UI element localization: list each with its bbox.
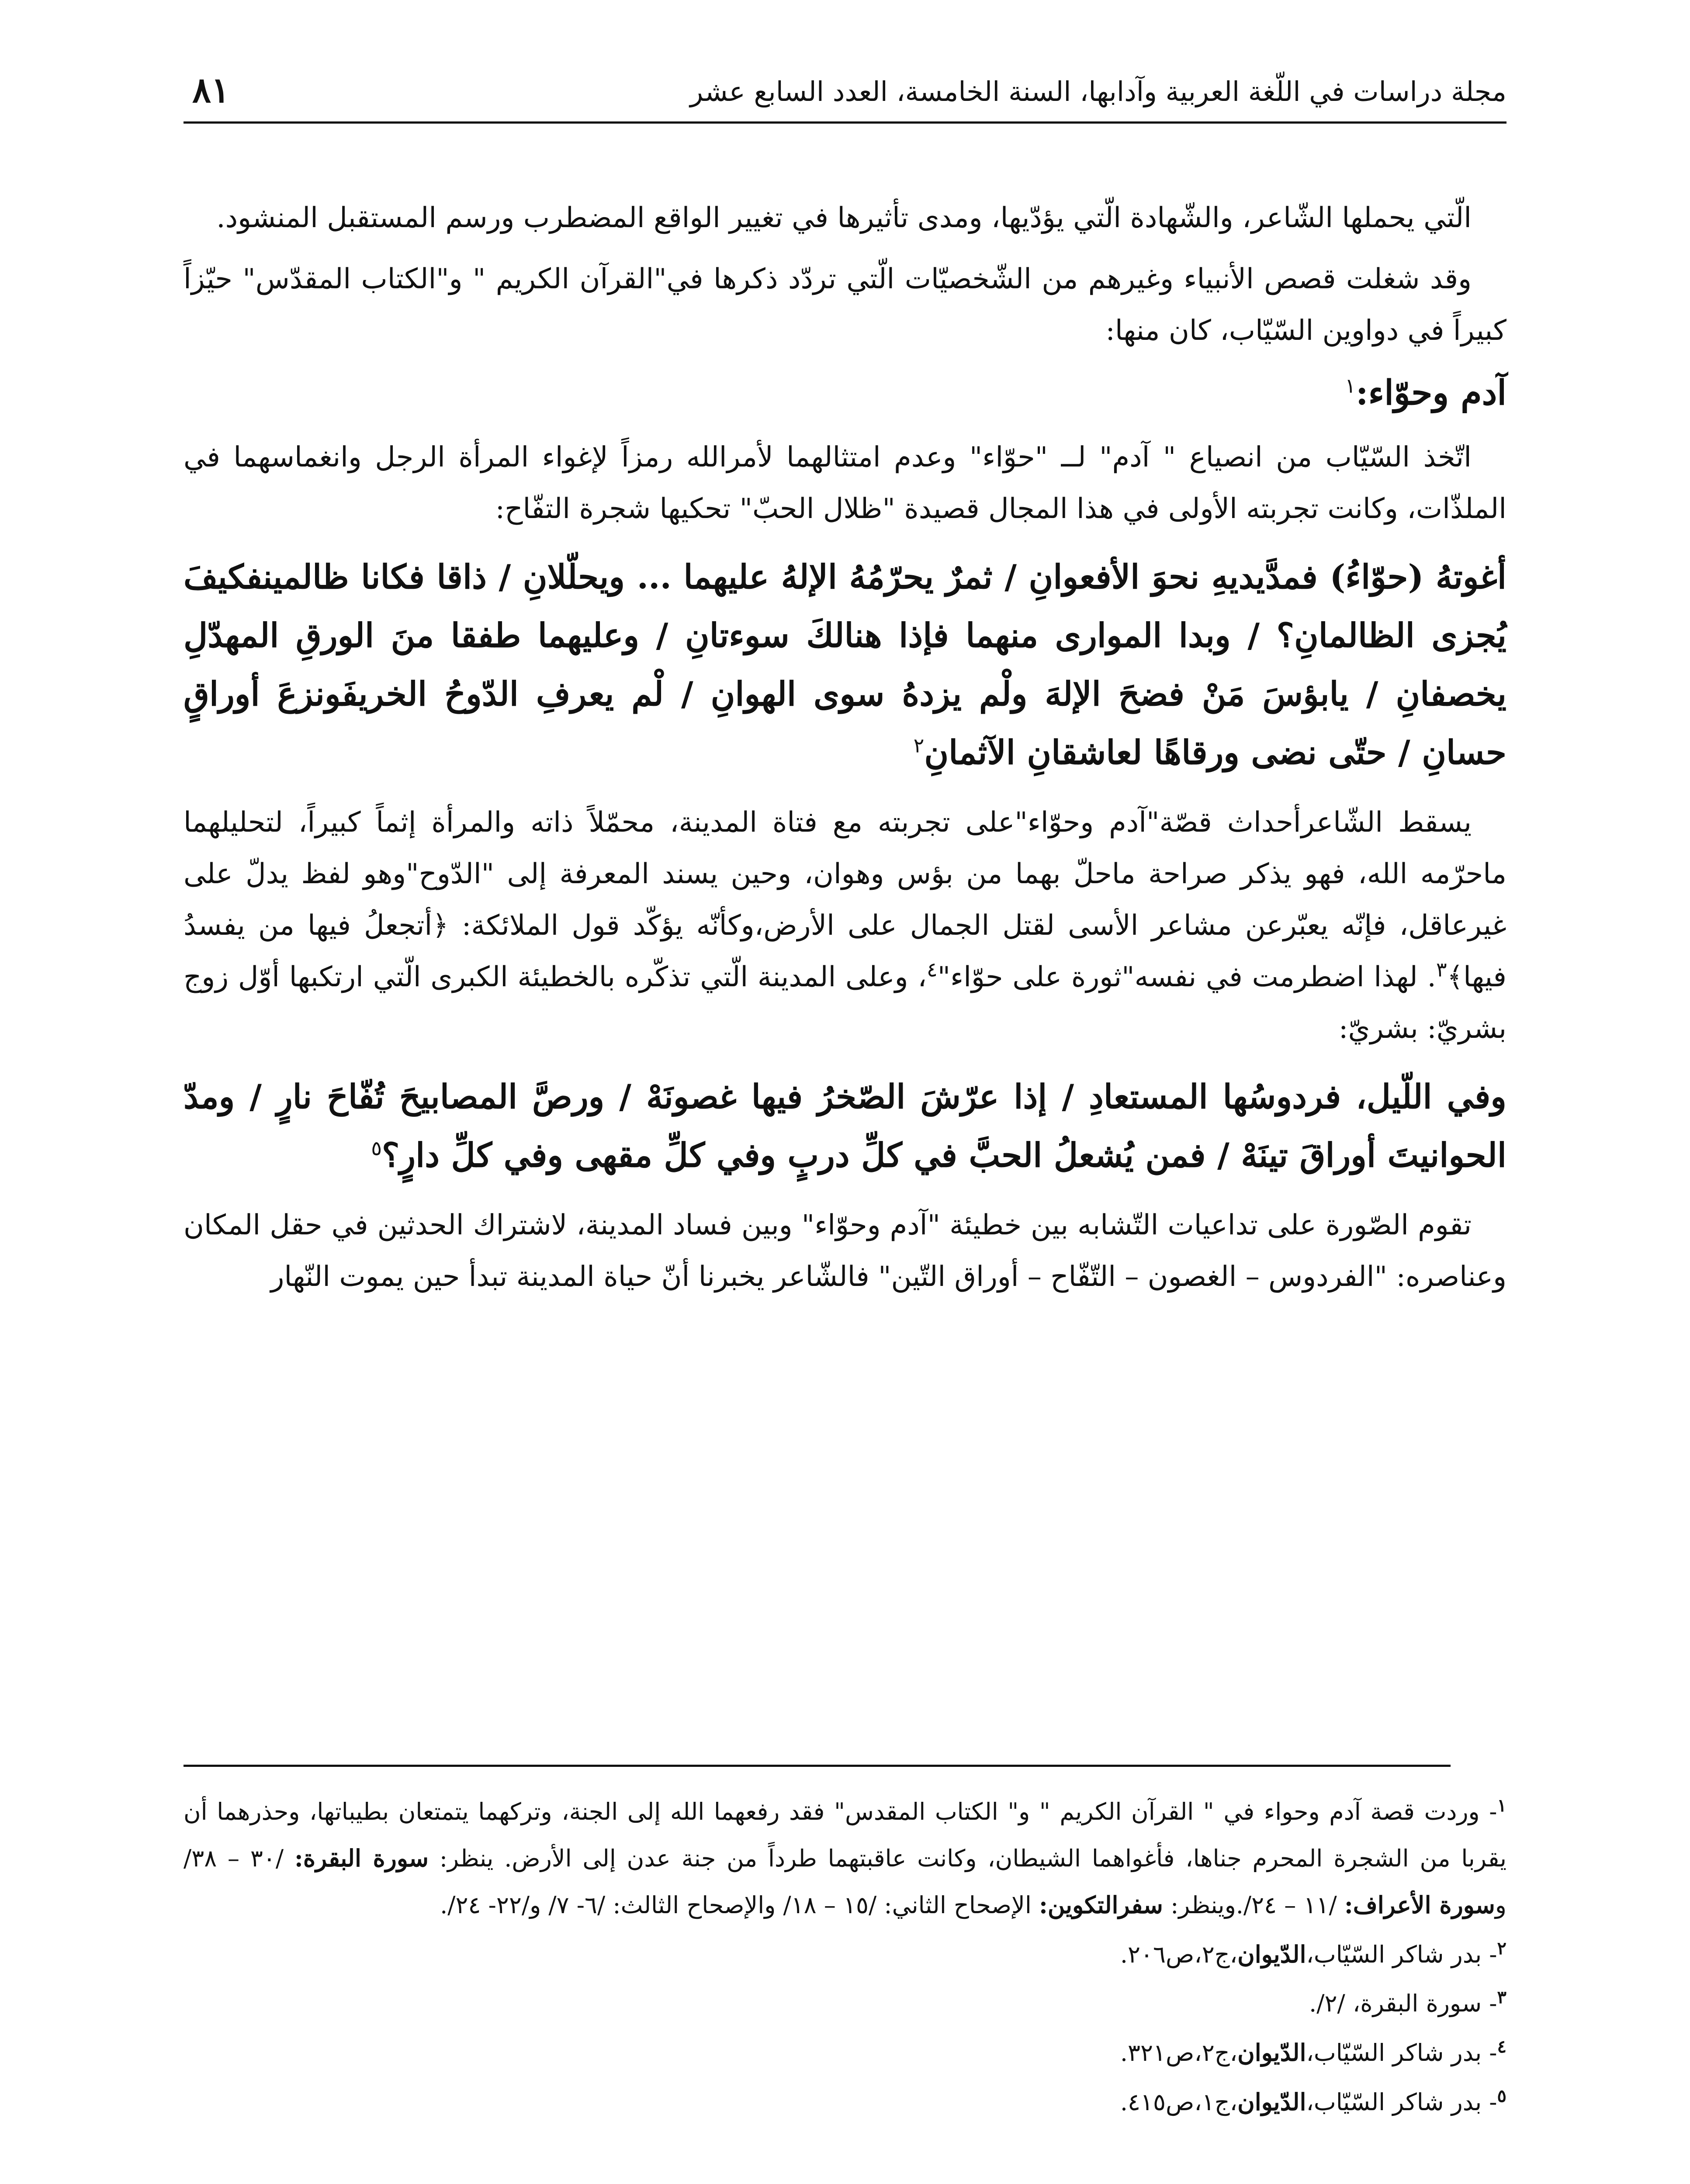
footnote-1-source-baqara: سورة البقرة: xyxy=(294,1844,429,1872)
footnote-5-number: ٥ xyxy=(1497,2086,1506,2106)
footnote-ref-1[interactable]: ١ xyxy=(1345,374,1356,397)
footnote-1-text-d: الإصحاح الثاني: /١٥ – ١٨/ والإصحاح الثالث: /٦- ٧/ و/٢٢- ٢٤/. xyxy=(440,1891,1032,1919)
footnote-2-locator: ،ج٢،ص٢٠٦. xyxy=(1120,1941,1238,1968)
section-heading xyxy=(184,366,1506,420)
body-paragraph-4-part-b: . لهذا اضطرمت في نفسه"ثورة على حوّاء" xyxy=(937,961,1436,993)
footnote-2-author: - بدر شاكر السّيّاب، xyxy=(1306,1941,1497,1968)
page-number: ٨١ xyxy=(192,69,230,111)
footnote-4-number: ٤ xyxy=(1497,2036,1506,2057)
footnote-4-book: الدّيوان xyxy=(1237,2039,1306,2067)
article-body xyxy=(184,192,1506,1312)
body-paragraph-4 xyxy=(184,797,1506,1054)
footnote-divider xyxy=(184,1765,1451,1767)
footnote-4-locator: ،ج٢،ص٣٢١. xyxy=(1120,2039,1238,2067)
body-paragraph-5: تقوم الصّورة على تداعيات التّشابه بين خطيئة "آدم وحوّاء" وبين فساد المدينة، لاشتراك الحدثين في حقل المكان وعناصره: "الفردوس – الغصون – التّفّاح – أوراق التّين" فالشّاعر يخبرنا أنّ حياة المدينة تبدأ حين يموت النّهار xyxy=(184,1209,1506,1293)
footnote-1-source-araf: سورة الأعراف: xyxy=(1344,1891,1495,1919)
section-heading-text: آدم وحوّاء: xyxy=(1355,373,1506,413)
footnote-ref-3[interactable]: ٣ xyxy=(1436,957,1447,981)
footnote-ref-4[interactable]: ٤ xyxy=(926,957,938,981)
footnote-1-text-c: /١١ – ٢٤/.وينظر: xyxy=(1171,1891,1337,1919)
body-paragraph-3: اتّخذ السّيّاب من انصياع " آدم" لــ "حوّاء" وعدم امتثالهما لأمرالله رمزاً لإغواء المرأة الرجل وانغماسهما في الملذّات، وكانت تجربته الأولى في هذا المجال قصيدة "ظلال الحبّ" تحكيها شجرة التفّاح: xyxy=(184,441,1506,525)
footnote-2-book: الدّيوان xyxy=(1237,1940,1306,1968)
footnote-1 xyxy=(184,1789,1506,1928)
footnote-4 xyxy=(184,2029,1506,2076)
footnote-5 xyxy=(184,2079,1506,2125)
footnote-ref-2[interactable]: ٢ xyxy=(913,733,925,757)
footnote-2-number: ٢ xyxy=(1497,1938,1506,1959)
footnote-4-author: - بدر شاكر السّيّاب، xyxy=(1306,2039,1497,2067)
footnote-5-locator: ،ج١،ص٤١٥. xyxy=(1120,2088,1238,2116)
journal-title: مجلة دراسات في اللّغة العربية وآدابها، السنة الخامسة، العدد السابع عشر xyxy=(690,76,1506,107)
poem-quote-1 xyxy=(184,548,1506,782)
footnote-3-number: ٣ xyxy=(1497,1987,1506,2008)
footnote-3 xyxy=(184,1980,1506,2027)
footnote-1-number: ١ xyxy=(1497,1795,1506,1816)
running-header xyxy=(184,66,1506,114)
footnote-2 xyxy=(184,1931,1506,1978)
footnotes-section xyxy=(184,1789,1506,2128)
footnote-5-author: - بدر شاكر السّيّاب، xyxy=(1306,2088,1497,2116)
poem-quote-2-text: وفي اللّيل، فردوسُها المستعادِ / إذا عرّشَ الصّخرُ فيها غصونَهْ / ورصَّ المصابيحَ تُفّاحَ نارٍ / ومدّ الحوانيتَ أوراقَ تينَهْ / فمن يُشعلُ الحبَّ في كلِّ دربٍ وفي كلِّ مقهى وفي كلِّ دارٍ؟ xyxy=(184,1077,1506,1175)
footnote-3-text: - سورة البقرة، /٢/. xyxy=(1309,1990,1497,2017)
poem-quote-2 xyxy=(184,1068,1506,1185)
body-paragraph-4-part-a: يسقط الشّاعرأحداث قصّة"آدم وحوّاء"على تجربته مع فتاة المدينة، محمّلاً ذاته والمرأة إثماً كبيراً، لتحليلهما ماحرّمه الله، فهو يذكر صراحة ماحلّ بهما من بؤس وهوان، وحين يسند المعرفة إلى "الدّوح"وهو لفظ يدلّ على غيرعاقل، فإنّه يعبّرعن مشاعر الأسى لقتل الجمال على الأرض،وكأنّه يؤكّد قول الملائكة: ﴿أتجعلُ فيها من يفسدُ فيها﴾ xyxy=(184,806,1506,993)
poem-quote-1-text: أغوتهُ (حوّاءُ) فمدَّيديهِ نحوَ الأفعوانِ / ثمرٌ يحرّمُهُ الإلهُ عليهما ... ويحلّلانِ / ذاقا فكانا ظالمينفكيفَ يُجزى الظالمانِ؟ / وبدا الموارى منهما فإذا هنالكَ سوءتانِ / وعليهما طفقا منَ الورقِ المهدّلِ يخصفانِ / يابؤسَ مَنْ فضحَ الإلهَ ولْم يزدهُ سوى الهوانِ / لْم يعرفِ الدّوحُ الخريفَونزعَ أوراقٍ حسانِ / حتّى نضى ورقاهًا لعاشقانِ الآثمانِ xyxy=(184,557,1506,772)
header-divider xyxy=(184,121,1506,124)
body-paragraph-4-part-c: ، وعلى المدينة الّتي تذكّره بالخطيئة الكبرى الّتي ارتكبها أوّل زوج بشريّ: بشريّ: xyxy=(184,961,1506,1045)
footnote-5-book: الدّيوان xyxy=(1237,2088,1306,2116)
body-paragraph-1: الّتي يحملها الشّاعر، والشّهادة الّتي يؤدّيها، ومدى تأثيرها في تغيير الواقع المضطرب ورسم المستقبل المنشود. xyxy=(216,202,1472,234)
footnote-1-source-genesis: سفرالتكوين: xyxy=(1039,1891,1163,1919)
footnote-1-text-b: /٣٠ – ٣٨/ و xyxy=(184,1845,1506,1919)
footnote-ref-5[interactable]: ٥ xyxy=(371,1136,382,1160)
footnote-1-text-a: - وردت قصة آدم وحواء في " القرآن الكريم " و" الكتاب المقدس" فقد رفعهما الله إلى الجنة، وتركهما يتمتعان بطيباتها، وحذرهما أن يقربا من الشجرة المحرم جناها، فأغواهما الشيطان، وكانت عاقبتهما طرداً من جنة عدن إلى الأرض. ينظر: xyxy=(184,1798,1506,1872)
body-paragraph-2: وقد شغلت قصص الأنبياء وغيرهم من الشّخصيّات الّتي تردّد ذكرها في"القرآن الكريم " و"الكتاب المقدّس" حيّزاً كبيراً في دواوين السّيّاب، كان منها: xyxy=(184,263,1506,347)
